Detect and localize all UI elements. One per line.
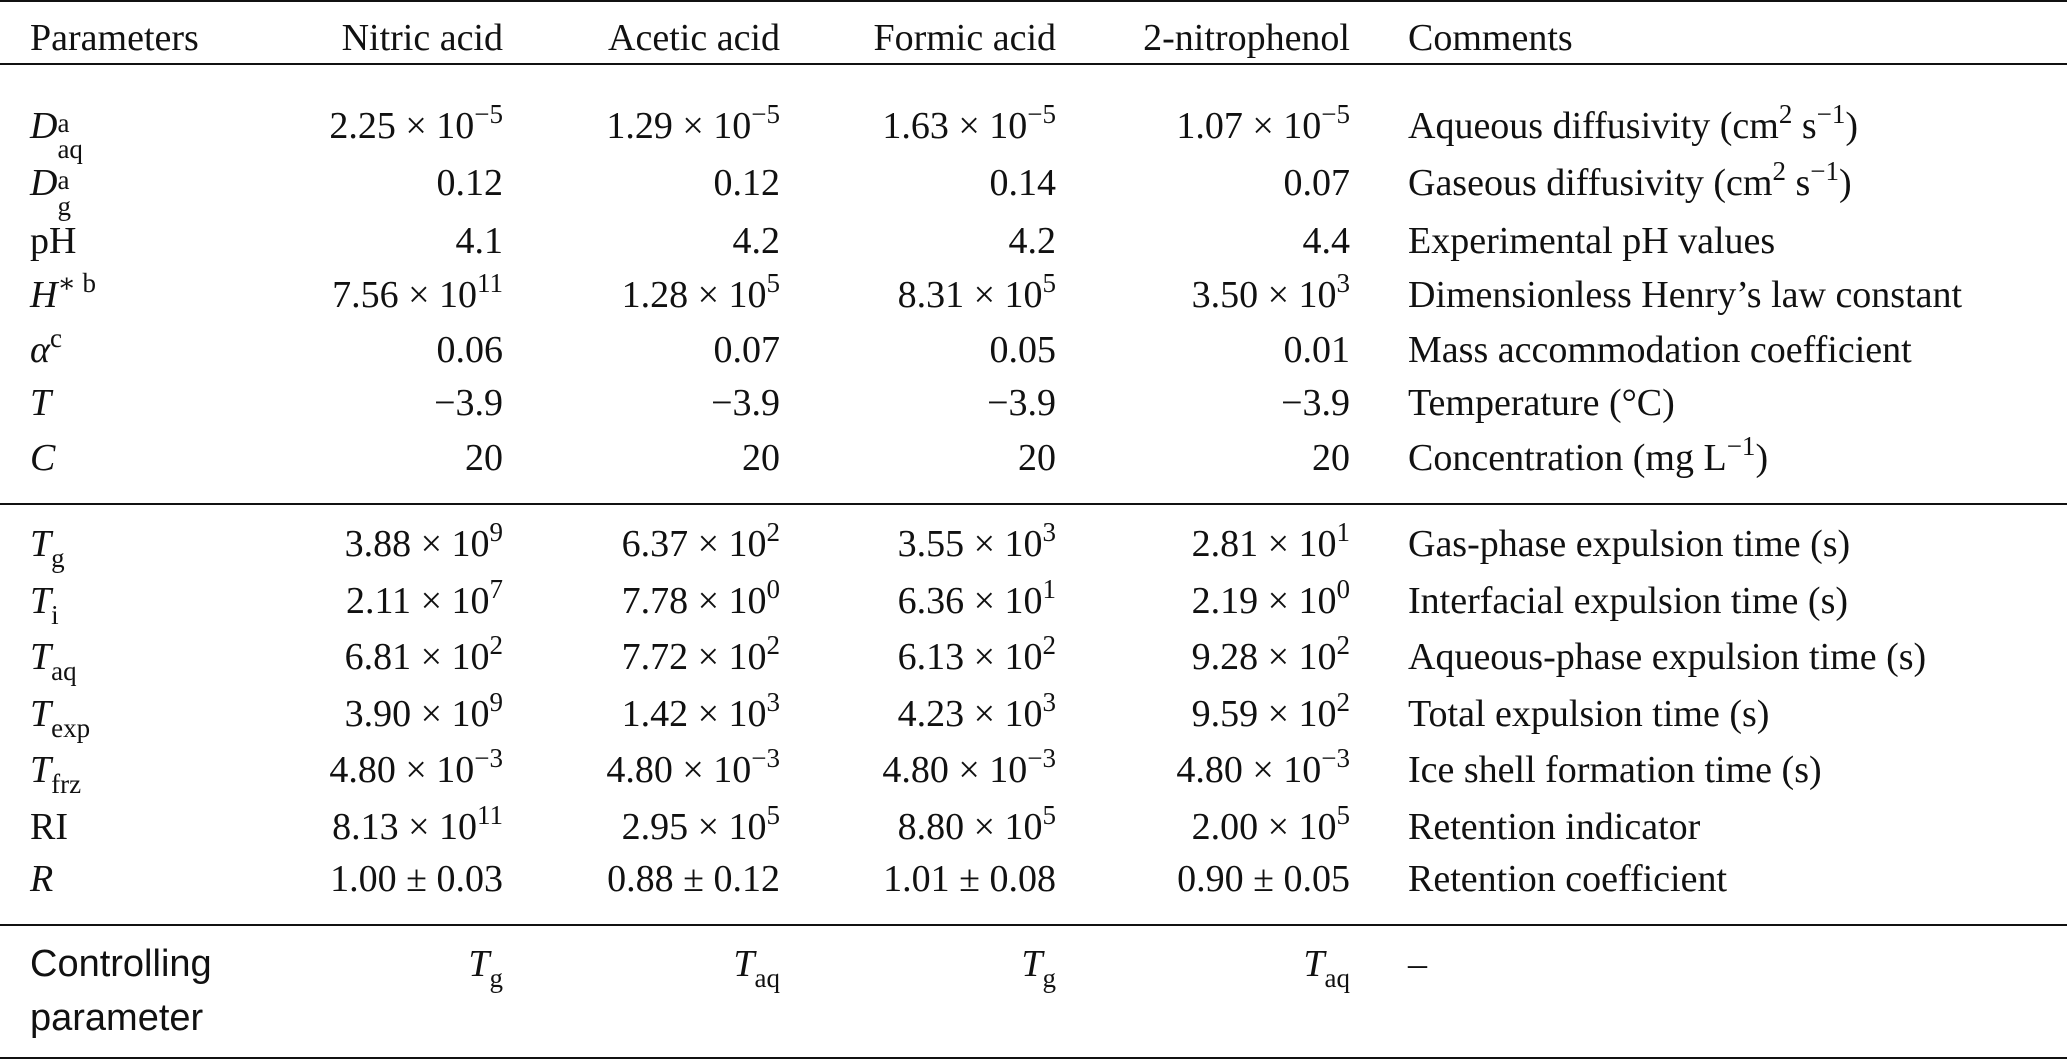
cell-formic: 4.2: [1008, 220, 1056, 262]
cell-nitric: $3.90 \times 10^9$: [344, 687, 503, 735]
cell-acetic: −3.9: [711, 382, 780, 424]
cell-nitric: $8.13 \times 10^{11}$: [332, 800, 503, 848]
section-rule-1: [0, 503, 2067, 505]
cell-nitric: $6.81 \times 10^2$: [344, 630, 503, 678]
cell-nitric: 0.12: [436, 162, 503, 204]
param-texp: $T_{exp}$: [30, 693, 91, 743]
cell-nitrophenol: $1.07 \times 10^{-5}$: [1176, 99, 1350, 147]
cell-acetic: 20: [742, 437, 780, 479]
cell-nitrophenol: 0.01: [1283, 329, 1350, 371]
cell-acetic: $1.42 \times 10^3$: [621, 687, 780, 735]
cell-acetic: $7.72 \times 10^2$: [621, 630, 780, 678]
cell-formic: 1.01 ± 0.08: [883, 858, 1056, 900]
cell-nitrophenol: −3.9: [1281, 382, 1350, 424]
cell-nitrophenol: 4.4: [1302, 220, 1350, 262]
cell-nitric: 0.06: [436, 329, 503, 371]
cell-acetic: $4.80 \times 10^{-3}$: [606, 743, 780, 791]
cell-nitric: 20: [465, 437, 503, 479]
cell-formic: 0.14: [989, 162, 1056, 204]
header-rule: [0, 63, 2067, 65]
cell-formic: $8.80 \times 10^5$: [897, 800, 1056, 848]
param-ph: pH: [30, 220, 77, 262]
cell-comment: Temperature (°C): [1408, 382, 1675, 424]
cell-acetic: $1.29 \times 10^{-5}$: [606, 99, 780, 147]
cell-nitrophenol: $9.28 \times 10^2$: [1191, 630, 1350, 678]
cell-comment: Gas-phase expulsion time (s): [1408, 523, 1851, 565]
param-dg: D a g: [30, 162, 71, 221]
cell-comment: –: [1408, 943, 1427, 985]
header-parameters: Parameters: [30, 17, 199, 59]
cell-acetic: $T_{aq}$: [733, 943, 780, 993]
cell-comment: Mass accommodation coefficient: [1408, 329, 1912, 371]
param-temperature: T: [30, 382, 52, 424]
cell-acetic: 4.2: [732, 220, 780, 262]
cell-nitric: $2.25 \times 10^{-5}$: [329, 99, 503, 147]
cell-comment: Experimental pH values: [1408, 220, 1776, 262]
cell-acetic: 0.12: [713, 162, 780, 204]
cell-comment: Concentration (mg $L^{-1}$): [1408, 431, 1769, 479]
cell-nitrophenol: $2.00 \times 10^5$: [1191, 800, 1350, 848]
param-ti: $T_i$: [30, 580, 59, 630]
cell-formic: $1.63 \times 10^{-5}$: [882, 99, 1056, 147]
param-taq: $T_{aq}$: [30, 636, 77, 686]
cell-formic: $3.55 \times 10^3$: [897, 517, 1056, 565]
cell-formic: 20: [1018, 437, 1056, 479]
bottom-rule: [0, 1057, 2067, 1059]
cell-comment: Ice shell formation time (s): [1408, 749, 1822, 791]
cell-nitrophenol: 0.90 ± 0.05: [1177, 858, 1350, 900]
cell-nitric: 1.00 ± 0.03: [330, 858, 503, 900]
cell-nitric: $2.11 \times 10^7$: [345, 574, 503, 622]
cell-formic: $4.80 \times 10^{-3}$: [882, 743, 1056, 791]
cell-comment: Aqueous-phase expulsion time (s): [1408, 636, 1927, 678]
param-controlling: Controlling parameter: [30, 943, 212, 1039]
header-formic-acid: Formic acid: [873, 17, 1056, 59]
cell-comment: Retention coefficient: [1408, 858, 1728, 900]
cell-acetic: $6.37 \times 10^2$: [621, 517, 780, 565]
cell-formic: $T_g$: [1021, 943, 1056, 993]
top-rule: [0, 0, 2067, 2]
cell-comment: Retention indicator: [1408, 806, 1701, 848]
cell-comment: Dimensionless Henry’s law constant: [1408, 274, 1963, 316]
param-henry: $H^{∗ b}$: [30, 268, 97, 316]
cell-formic: $4.23 \times 10^3$: [897, 687, 1056, 735]
cell-acetic: $1.28 \times 10^5$: [621, 268, 780, 316]
cell-nitrophenol: $2.81 \times 10^1$: [1191, 517, 1350, 565]
header-2-nitrophenol: 2-nitrophenol: [1143, 17, 1350, 59]
cell-nitric: $7.56 \times 10^{11}$: [332, 268, 503, 316]
param-tfrz: $T_{frz}$: [30, 749, 82, 799]
cell-formic: 0.05: [989, 329, 1056, 371]
cell-nitric: −3.9: [434, 382, 503, 424]
param-daq: D a aq: [30, 105, 83, 164]
param-concentration: C: [30, 437, 56, 479]
header-comments: Comments: [1408, 17, 1573, 59]
cell-nitrophenol: $9.59 \times 10^2$: [1191, 687, 1350, 735]
section-rule-2: [0, 924, 2067, 926]
cell-formic: $6.13 \times 10^2$: [897, 630, 1056, 678]
cell-nitrophenol: $3.50 \times 10^3$: [1191, 268, 1350, 316]
cell-nitrophenol: 20: [1312, 437, 1350, 479]
cell-comment: Total expulsion time (s): [1408, 693, 1770, 735]
cell-nitrophenol: 0.07: [1283, 162, 1350, 204]
cell-nitric: $3.88 \times 10^9$: [344, 517, 503, 565]
param-r: R: [30, 858, 54, 900]
header-acetic-acid: Acetic acid: [608, 17, 780, 59]
cell-comment: Interfacial expulsion time (s): [1408, 580, 1849, 622]
cell-acetic: $2.95 \times 10^5$: [621, 800, 780, 848]
param-alpha: $\alpha^c$: [30, 323, 62, 371]
param-tg: $T_g$: [30, 523, 65, 573]
cell-acetic: 0.07: [713, 329, 780, 371]
cell-acetic: 0.88 ± 0.12: [607, 858, 780, 900]
cell-nitrophenol: $2.19 \times 10^0$: [1191, 574, 1350, 622]
cell-acetic: $7.78 \times 10^0$: [621, 574, 780, 622]
cell-formic: $6.36 \times 10^1$: [897, 574, 1056, 622]
cell-nitric: 4.1: [455, 220, 503, 262]
cell-comment: Gaseous diffusivity ($cm^2$ $s^{-1}$): [1408, 156, 1852, 204]
cell-formic: $8.31 \times 10^5$: [897, 268, 1056, 316]
cell-nitrophenol: $T_{aq}$: [1303, 943, 1350, 993]
param-ri: RI: [30, 806, 68, 848]
cell-comment: Aqueous diffusivity ($cm^2$ $s^{-1}$): [1408, 99, 1859, 147]
cell-nitric: $T_g$: [468, 943, 503, 993]
header-nitric-acid: Nitric acid: [341, 17, 503, 59]
cell-nitrophenol: $4.80 \times 10^{-3}$: [1176, 743, 1350, 791]
cell-formic: −3.9: [987, 382, 1056, 424]
cell-nitric: $4.80 \times 10^{-3}$: [329, 743, 503, 791]
